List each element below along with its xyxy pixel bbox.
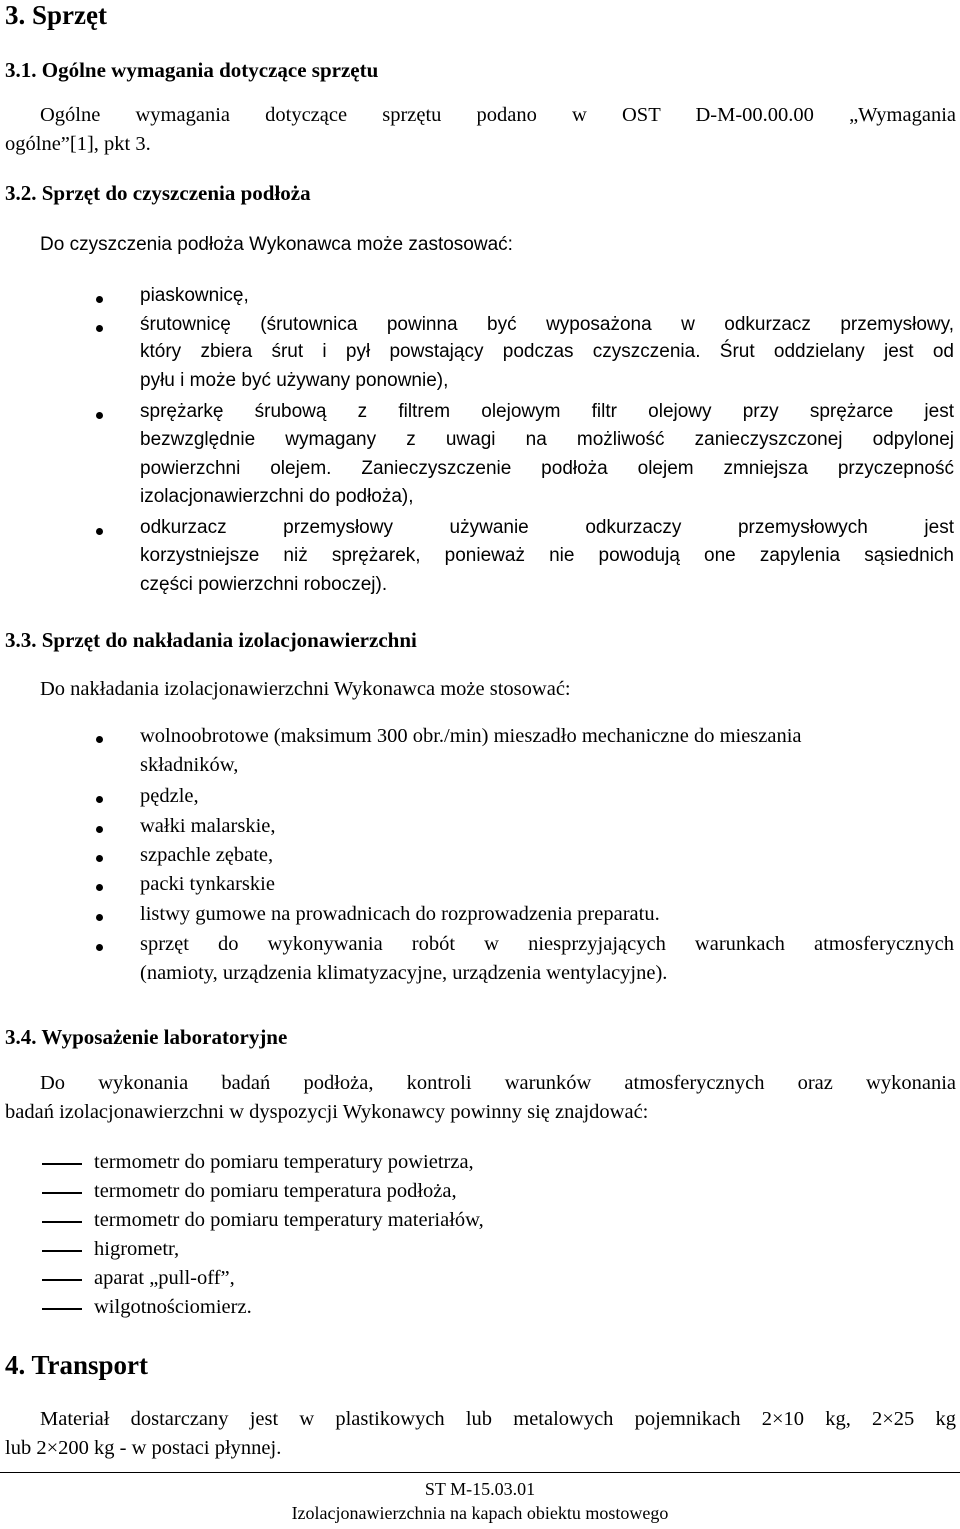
list-item-text: pędzle, xyxy=(140,785,199,807)
list-item-text: listwy gumowe na prowadnicach do rozprowadzenia preparatu. xyxy=(140,903,660,925)
bullet-icon xyxy=(96,914,103,921)
footer-code: ST M-15.03.01 xyxy=(424,1479,536,1499)
list-item-text: aparat „pull-off”, xyxy=(94,1267,235,1289)
section-3-1-text-line-1: Ogólne wymagania dotyczące sprzętu podano w OST D-M-00.00.00 „Wymagania xyxy=(40,104,956,126)
dash-icon xyxy=(42,1250,82,1252)
bullet-icon xyxy=(96,944,103,951)
list-item-text: szpachle zębate, xyxy=(140,844,274,866)
section-3-2-intro: Do czyszczenia podłoża Wykonawca może zastosować: xyxy=(40,234,513,255)
list-item-text: pyłu i może być używany ponownie), xyxy=(140,370,449,391)
bullet-icon xyxy=(96,325,103,332)
dash-icon xyxy=(42,1308,82,1310)
section-3-4-text-line-2: badań izolacjonawierzchni w dyspozycji Wykonawcy powinny się znajdować: xyxy=(5,1101,649,1123)
list-item-text: (namioty, urządzenia klimatyzacyjne, urządzenia wentylacyjne). xyxy=(140,962,668,984)
list-item-text: wolnoobrotowe (maksimum 300 obr./min) mieszadło mechaniczne do mieszania xyxy=(140,725,802,747)
bullet-icon xyxy=(96,296,103,303)
bullet-icon xyxy=(96,826,103,833)
section-4-heading: 4. Transport xyxy=(5,1350,149,1380)
section-3-1-text-line-2: ogólne”[1], pkt 3. xyxy=(5,133,151,155)
section-3-3-heading: 3.3. Sprzęt do nakładania izolacjonawierzchni xyxy=(5,628,417,652)
list-item-text: śrutownicę (śrutownica powinna być wyposażona w odkurzacz przemysłowy, xyxy=(140,314,954,335)
list-item-text: higrometr, xyxy=(94,1238,180,1260)
list-item-text: izolacjonawierzchni do podłoża), xyxy=(140,486,414,507)
section-4-text-line-2: lub 2×200 kg - w postaci płynnej. xyxy=(5,1437,282,1459)
list-item-text: piaskownicę, xyxy=(140,285,249,306)
list-item-text: termometr do pomiaru temperatury powietrza, xyxy=(94,1151,474,1173)
list-item-text: packi tynkarskie xyxy=(140,873,275,895)
list-item-text: części powierzchni roboczej). xyxy=(140,574,388,595)
section-3-1-heading: 3.1. Ogólne wymagania dotyczące sprzętu xyxy=(5,58,379,82)
section-4-text-line-1: Materiał dostarczany jest w plastikowych lub metalowych pojemnikach 2×10 kg, 2×25 kg xyxy=(40,1408,956,1430)
list-item-text: sprzęt do wykonywania robót w niesprzyjających warunkach atmosferycznych xyxy=(140,933,954,955)
footer-title: Izolacjonawierzchnia na kapach obiektu mostowego xyxy=(291,1503,669,1523)
list-item-text: wilgotnościomierz. xyxy=(94,1296,252,1318)
list-item-text: powierzchni olejem. Zanieczyszczenie podłoża olejem zmniejsza przyczepność xyxy=(140,458,954,479)
bullet-icon xyxy=(96,884,103,891)
list-item-text: który zbiera śrut i pył powstający podczas czyszczenia. Śrut oddzielany jest od xyxy=(140,341,954,362)
list-item-text: bezwzględnie wymagany z uwagi na możliwość zanieczyszczonej odpylonej xyxy=(140,429,954,450)
section-3-2-heading: 3.2. Sprzęt do czyszczenia podłoża xyxy=(5,181,311,205)
bullet-icon xyxy=(96,796,103,803)
list-item-text: sprężarkę śrubową z filtrem olejowym filtr olejowy przy sprężarce jest xyxy=(140,401,954,422)
list-item-text: termometr do pomiaru temperatury materiałów, xyxy=(94,1209,484,1231)
section-3-4-heading: 3.4. Wyposażenie laboratoryjne xyxy=(5,1025,288,1049)
section-3-heading: 3. Sprzęt xyxy=(5,0,107,30)
footer-divider xyxy=(0,1472,960,1473)
section-3-3-intro: Do nakładania izolacjonawierzchni Wykonawca może stosować: xyxy=(40,678,571,700)
list-item-text: korzystniejsze niż sprężarek, ponieważ nie powodują one zapylenia sąsiednich xyxy=(140,545,954,566)
dash-icon xyxy=(42,1192,82,1194)
section-3-4-text-line-1: Do wykonania badań podłoża, kontroli warunków atmosferycznych oraz wykonania xyxy=(40,1072,956,1094)
list-item-text: składników, xyxy=(140,754,239,776)
list-item-text: odkurzacz przemysłowy używanie odkurzaczy przemysłowych jest xyxy=(140,517,954,538)
list-item-text: termometr do pomiaru temperatura podłoża, xyxy=(94,1180,457,1202)
bullet-icon xyxy=(96,736,103,743)
dash-icon xyxy=(42,1163,82,1165)
dash-icon xyxy=(42,1221,82,1223)
dash-icon xyxy=(42,1279,82,1281)
bullet-icon xyxy=(96,412,103,419)
list-item-text: wałki malarskie, xyxy=(140,815,276,837)
bullet-icon xyxy=(96,855,103,862)
bullet-icon xyxy=(96,528,103,535)
